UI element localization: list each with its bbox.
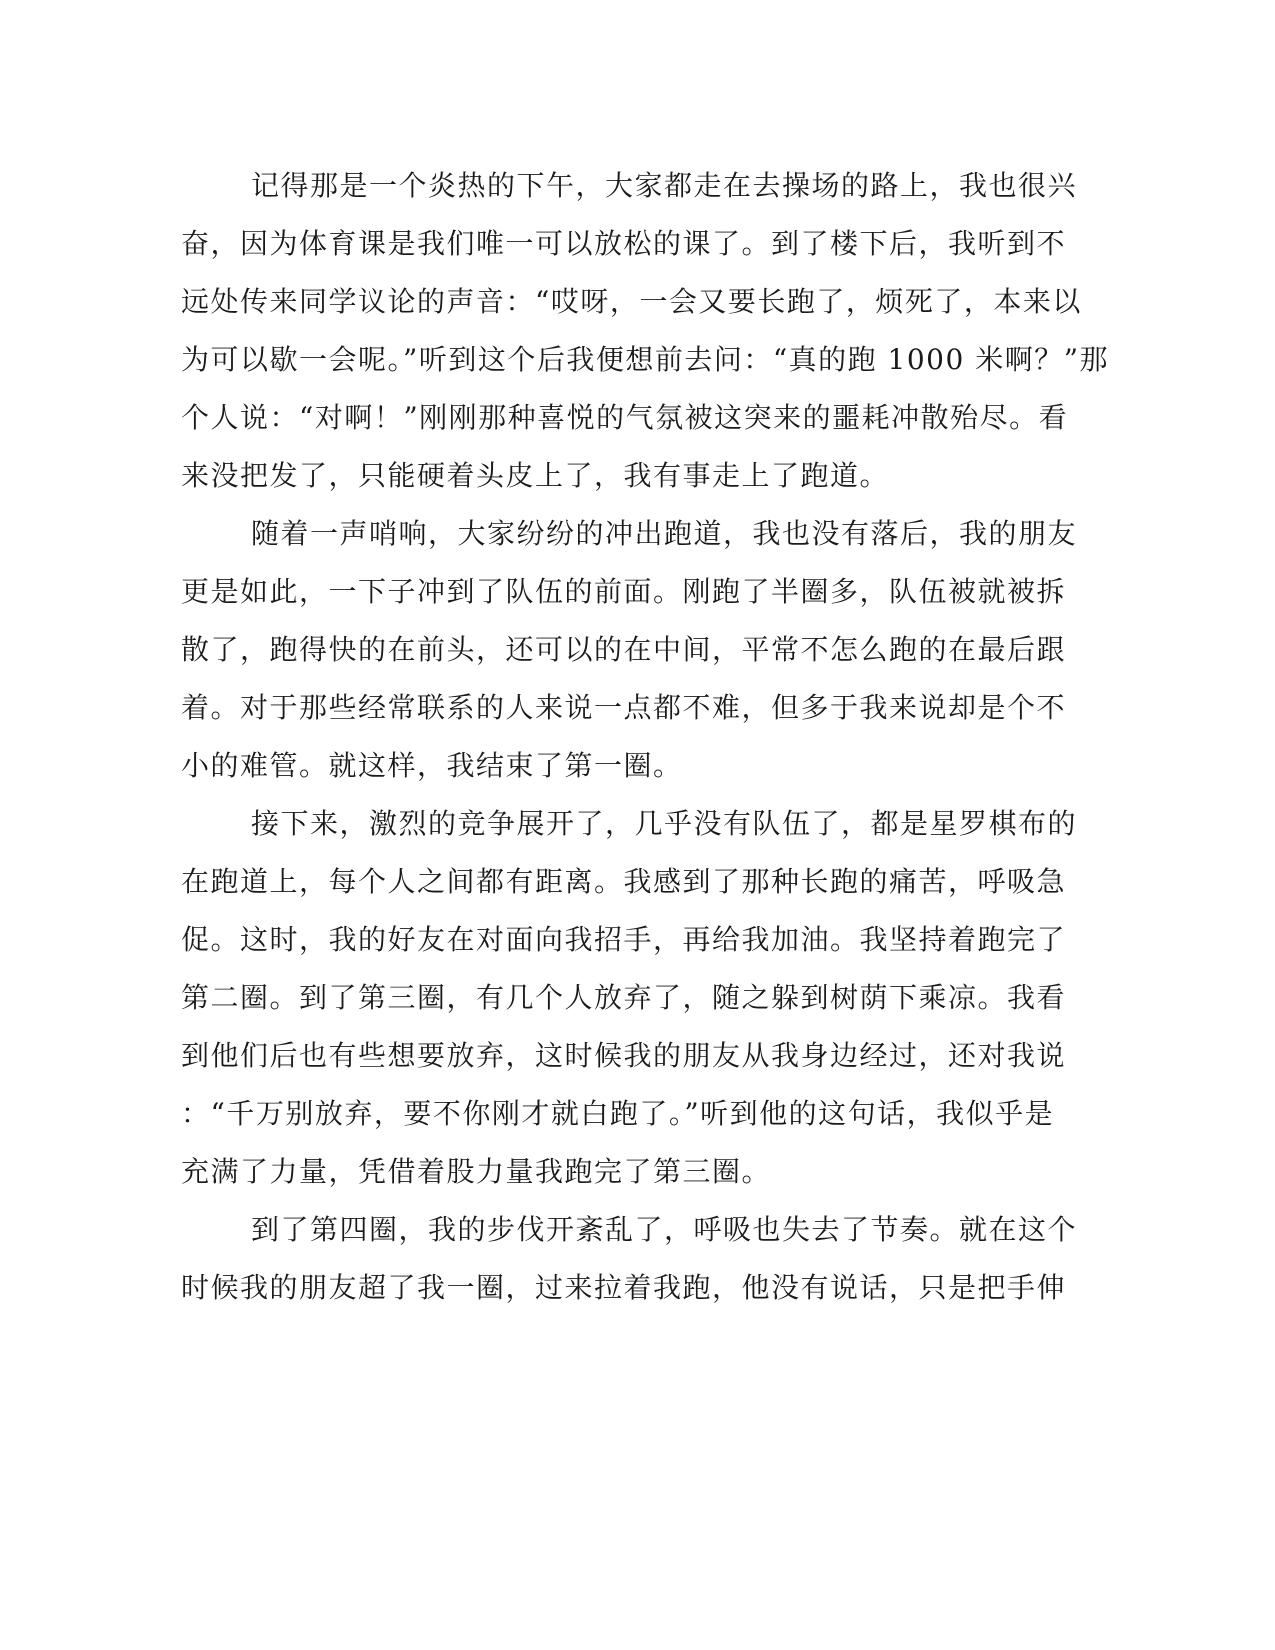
paragraph-2-line-5: 小的难管。就这样，我结束了第一圈。 [181, 749, 683, 782]
paragraph-1-line-4: 为可以歇一会呢。”听到这个后我便想前去问：“真的跑 1000 米啊？”那 [181, 343, 1110, 376]
paragraph-1-line-2: 奋，因为体育课是我们唯一可以放松的课了。到了楼下后，我听到不 [181, 227, 1067, 260]
paragraph-2-line-3: 散了，跑得快的在前头，还可以的在中间，平常不怎么跑的在最后跟 [181, 633, 1067, 666]
paragraph-2-line-1: 随着一声哨响，大家纷纷的冲出跑道，我也没有落后，我的朋友 [251, 517, 1078, 550]
paragraph-3-line-7: 充满了力量，凭借着股力量我跑完了第三圈。 [181, 1155, 772, 1188]
paragraph-2-line-2: 更是如此，一下子冲到了队伍的前面。刚跑了半圈多，队伍被就被拆 [181, 575, 1067, 608]
paragraph-1-line-1: 记得那是一个炎热的下午，大家都走在去操场的路上，我也很兴 [251, 169, 1078, 202]
paragraph-3-line-3: 促。这时，我的好友在对面向我招手，再给我加油。我坚持着跑完了 [181, 923, 1067, 956]
paragraph-1-line-5: 个人说：“对啊！”刚刚那种喜悦的气氛被这突来的噩耗冲散殆尽。看 [181, 401, 1069, 434]
paragraph-2-line-4: 着。对于那些经常联系的人来说一点都不难，但多于我来说却是个不 [181, 691, 1067, 724]
paragraph-3-line-5: 到他们后也有些想要放弃，这时候我的朋友从我身边经过，还对我说 [181, 1039, 1067, 1072]
paragraph-3-line-4: 第二圈。到了第三圈，有几个人放弃了，随之躲到树荫下乘凉。我看 [181, 981, 1067, 1014]
paragraph-1-line-6: 来没把发了，只能硬着头皮上了，我有事走上了跑道。 [181, 459, 890, 492]
essay-body [181, 157, 1110, 1317]
paragraph-3-line-1: 接下来，激烈的竞争展开了，几乎没有队伍了，都是星罗棋布的 [251, 807, 1078, 840]
paragraph-3-line-6: ：“千万别放弃，要不你刚才就白跑了。”听到他的这句话，我似乎是 [181, 1097, 1055, 1130]
paragraph-4-line-1: 到了第四圈，我的步伐开紊乱了，呼吸也失去了节奏。就在这个 [251, 1213, 1078, 1246]
paragraph-4-line-2: 时候我的朋友超了我一圈，过来拉着我跑，他没有说话，只是把手伸 [181, 1271, 1067, 1304]
paragraph-1-line-3: 远处传来同学议论的声音：“哎呀，一会又要长跑了，烦死了，本来以 [181, 285, 1082, 318]
paragraph-3-line-2: 在跑道上，每个人之间都有距离。我感到了那种长跑的痛苦，呼吸急 [181, 865, 1067, 898]
